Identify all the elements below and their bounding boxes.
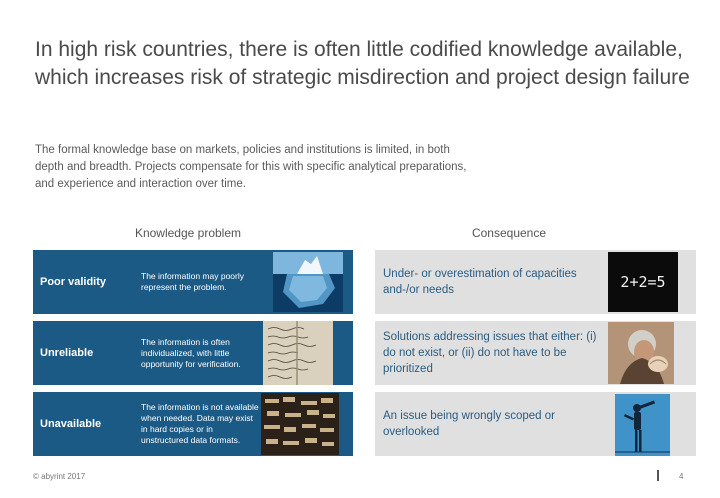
handwritten-ledger-image — [263, 321, 333, 385]
footer-divider — [657, 470, 659, 481]
consequence-text: An issue being wrongly scoped or overlooked — [383, 410, 555, 438]
chalkboard-image: 2+2=5 — [608, 252, 678, 312]
consequence-row-solutions — [375, 321, 696, 385]
problem-description: The information is often individualized, with little opportunity for verification. — [141, 336, 241, 369]
consequence-text: Solutions addressing issues that either: (i) do not exist, or (ii) do not have to be prioritized — [383, 331, 597, 375]
problem-row-poor-validity — [33, 250, 353, 314]
consequence-row-scope — [375, 392, 696, 456]
slide-title: In high risk countries, there is often little codified knowledge available, which increases risk of strategic misdirection and project design failure — [35, 38, 690, 89]
problem-label: Poor validity — [40, 276, 107, 288]
consequence-text: Under- or overestimation of capacities and-/or needs — [383, 268, 577, 296]
iceberg-image — [273, 252, 343, 312]
problem-label: Unreliable — [40, 347, 94, 359]
knowledge-problem-header: Knowledge problem — [134, 226, 242, 240]
tightrope-spyglass-image — [615, 394, 670, 456]
copyright-text: © abyrint 2017 — [33, 472, 86, 481]
problem-description: The information may poorly represent the problem. — [141, 271, 244, 292]
problem-description: The information is not available when needed. Data may exist in hard copies or in unstructured data formats. — [141, 402, 259, 445]
consequence-row-estimation — [375, 250, 696, 314]
person-with-shell-image — [608, 322, 674, 384]
consequence-header: Consequence — [471, 226, 547, 240]
page-number: 4 — [679, 472, 684, 481]
problem-row-unreliable — [33, 321, 353, 385]
problem-label: Unavailable — [40, 418, 102, 430]
problem-row-unavailable — [33, 392, 353, 456]
slide-subtitle: The formal knowledge base on markets, policies and institutions is limited, in both depth and breadth. Projects compensate for this with specific analytical preparations, and experience and interaction over time. — [35, 144, 467, 190]
paper-archive-image — [261, 393, 339, 455]
